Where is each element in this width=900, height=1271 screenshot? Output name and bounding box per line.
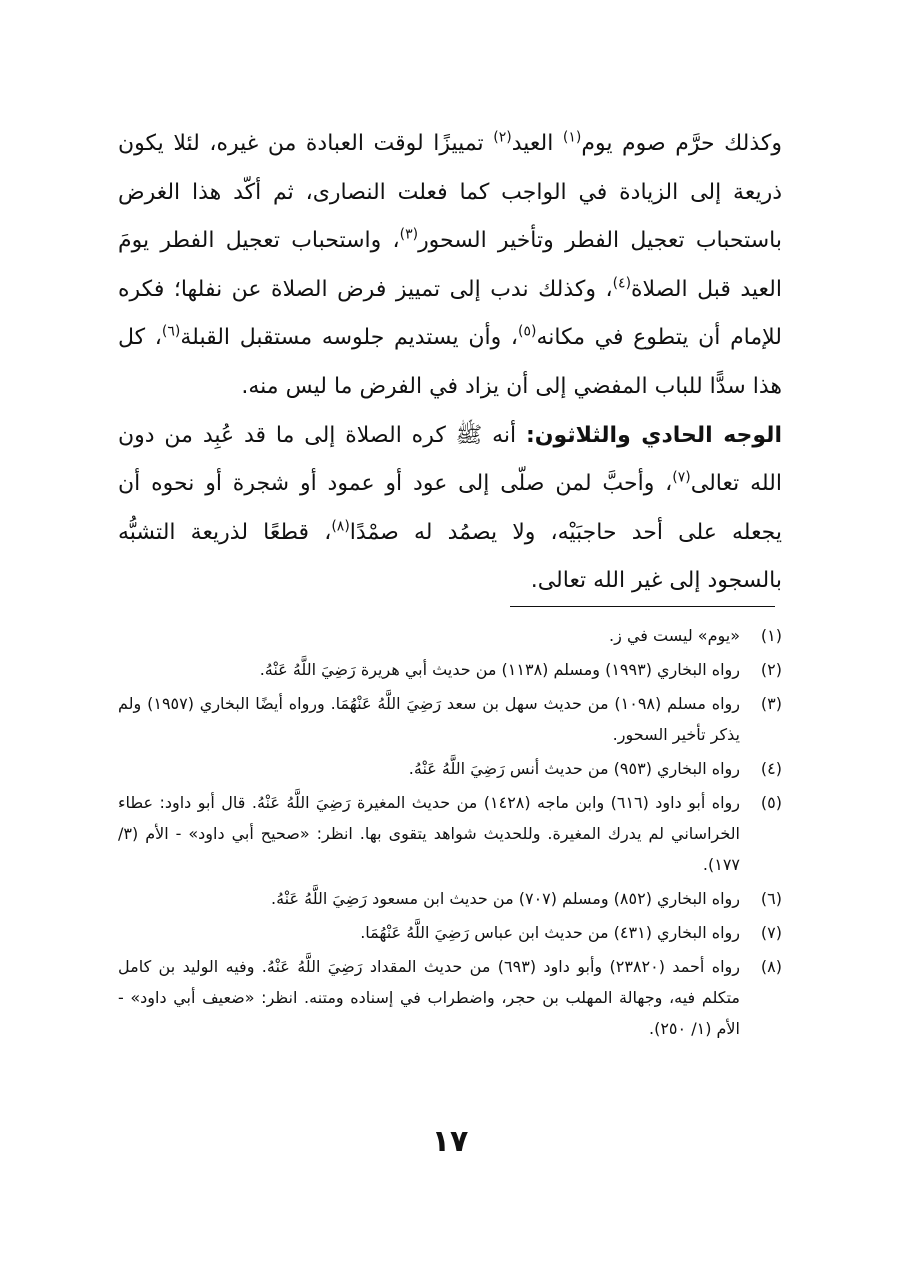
section-heading: الوجه الحادي والثلاثون: <box>525 422 782 448</box>
footnote-text: رواه مسلم (١٠٩٨) من حديث سهل بن سعد رَضِيَ اللَّهُ عَنْهُمَا. ورواه أيضًا البخاري (١٩٥٧) ولم يذكر تأخير السحور. <box>118 694 741 744</box>
footnote-number: (٧) <box>760 923 782 942</box>
footnote-ref-8[interactable]: (٨) <box>331 518 350 535</box>
footnote-ref-3[interactable]: (٣) <box>399 226 419 243</box>
paragraph-1 <box>118 120 782 412</box>
footnote-number: (٢) <box>760 660 782 679</box>
paragraph-1-seg-2: العيد <box>511 131 563 156</box>
footnote-text: رواه أحمد (٢٣٨٢٠) وأبو داود (٦٩٣) من حديث المقداد رَضِيَ اللَّهُ عَنْهُ. وفيه الوليد بن كامل متكلم فيه، وجهالة المهلب بن حجر، واضطراب في إسناده ومتنه. انظر: «ضعيف أبي داود» - الأم (١/ ٢٥٠). <box>118 957 740 1038</box>
footnote-text: رواه البخاري (٨٥٢) ومسلم (٧٠٧) من حديث ابن مسعود رَضِيَ اللَّهُ عَنْهُ. <box>271 889 740 908</box>
footnote-text: «يوم» ليست في ز. <box>609 626 740 645</box>
footnote-text: رواه البخاري (١٩٩٣) ومسلم (١١٣٨) من حديث أبي هريرة رَضِيَ اللَّهُ عَنْهُ. <box>259 660 740 679</box>
footnote-1 <box>118 620 782 651</box>
footnote-number: (١) <box>760 626 782 645</box>
footnote-ref-6[interactable]: (٦) <box>161 324 181 341</box>
paragraph-1-seg-7: ، كل هذا سدًّا للباب المفضي إلى أن يزاد في الفرض ما ليس منه. <box>118 325 782 399</box>
footnotes-list <box>118 620 782 1047</box>
paragraph-1-seg-6: ، وأن يستديم جلوسه مستقبل القبلة <box>180 325 518 351</box>
paragraph-2-seg-2: ، وأحبَّ لمن صلّى إلى عود أو عمود أو شجرة أو نحوه أن يجعله على أحد حاجبَيْه، ولا يصمُد له صمْدًا <box>118 471 783 545</box>
footnote-number: (٨) <box>760 957 782 976</box>
footnote-2 <box>118 654 782 685</box>
footnote-8 <box>118 951 782 1044</box>
footnote-3 <box>118 688 782 750</box>
page-number: ١٧ <box>431 1124 469 1159</box>
footnote-ref-7[interactable]: (٧) <box>672 469 691 486</box>
footnote-text: رواه البخاري (٩٥٣) من حديث أنس رَضِيَ اللَّهُ عَنْهُ. <box>408 759 740 778</box>
footnote-number: (٤) <box>760 759 782 778</box>
footnote-ref-5[interactable]: (٥) <box>517 324 537 341</box>
footnote-ref-1[interactable]: (١) <box>562 129 582 146</box>
paragraph-1-seg-4: ، واستحباب تعجيل الفطر يومَ العيد قبل الصلاة <box>118 228 782 302</box>
main-text <box>118 120 782 606</box>
footnote-6 <box>118 883 782 914</box>
footnote-4 <box>118 753 782 784</box>
footnote-number: (٣) <box>760 694 782 713</box>
paragraph-1-seg-1: وكذلك حرَّم صوم يوم <box>581 131 783 156</box>
footnote-7 <box>118 917 782 948</box>
paragraph-1-seg-3: تمييزًا لوقت العبادة من غيره، لئلا يكون ذريعة إلى الزيادة في الواجب كما فعلت النصارى، ثم أكّد هذا الغرض باستحباب تعجيل الفطر وتأخير السحور <box>118 131 782 254</box>
footnote-text: رواه البخاري (٤٣١) من حديث ابن عباس رَضِيَ اللَّهُ عَنْهُمَا. <box>360 923 740 942</box>
footnote-number: (٥) <box>760 793 782 812</box>
paragraph-2 <box>118 412 782 606</box>
footnote-ref-4[interactable]: (٤) <box>612 275 632 292</box>
footnote-divider <box>510 606 775 607</box>
footnote-text: رواه أبو داود (٦١٦) وابن ماجه (١٤٢٨) من حديث المغيرة رَضِيَ اللَّهُ عَنْهُ. قال أبو داود: عطاء الخراساني لم يدرك المغيرة. وللحديث شواهد يتقوى بها. انظر: «صحيح أبي داود» - الأم (٣/ ١٧٧). <box>118 793 740 874</box>
paragraph-1-seg-5: ، وكذلك ندب إلى تمييز فرض الصلاة عن نفلها؛ فكره للإمام أن يتطوع في مكانه <box>118 276 783 351</box>
paragraph-2-seg-1: أنه ﷺ كره الصلاة إلى ما قد عُبِد من دون الله تعالى <box>118 422 782 497</box>
paragraph-2-seg-3: ، قطعًا لذريعة التشبُّه بالسجود إلى غير الله تعالى. <box>118 519 782 594</box>
footnote-ref-2[interactable]: (٢) <box>493 129 512 146</box>
footnote-5 <box>118 787 782 880</box>
footnote-number: (٦) <box>760 889 782 908</box>
